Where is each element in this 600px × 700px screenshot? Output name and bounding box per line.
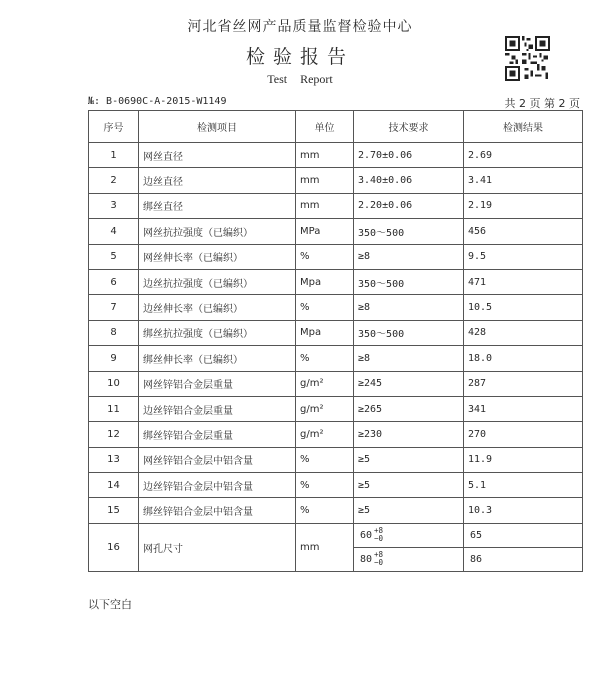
row-number: 2 bbox=[89, 168, 139, 193]
qr-code-icon bbox=[505, 36, 550, 81]
unit: % bbox=[296, 498, 354, 523]
tolerance-plus: +8 bbox=[374, 526, 384, 536]
table-row bbox=[89, 473, 583, 498]
row-number: 15 bbox=[89, 498, 139, 523]
test-result: 18.0 bbox=[464, 346, 583, 371]
mesh-size-requirement bbox=[354, 547, 463, 571]
row-number: 8 bbox=[89, 320, 139, 345]
table-row bbox=[89, 447, 583, 472]
unit: % bbox=[296, 346, 354, 371]
report-title: 检验报告 bbox=[245, 46, 354, 68]
results-table-container bbox=[88, 110, 582, 572]
row-number: 5 bbox=[89, 244, 139, 269]
technical-requirement: 350～500 bbox=[354, 219, 464, 244]
row-number: 7 bbox=[89, 295, 139, 320]
row-number: 3 bbox=[89, 193, 139, 218]
table-row bbox=[89, 396, 583, 421]
unit: % bbox=[296, 295, 354, 320]
tolerance-plus: +8 bbox=[374, 550, 384, 560]
table-row bbox=[89, 143, 583, 168]
technical-requirement: ≥5 bbox=[354, 498, 464, 523]
test-result: 341 bbox=[464, 396, 583, 421]
unit: MPa bbox=[296, 219, 354, 244]
test-item: 绑丝抗拉强度（已编织） bbox=[139, 320, 296, 345]
row-number: 14 bbox=[89, 473, 139, 498]
unit: Mpa bbox=[296, 320, 354, 345]
test-item: 绑丝伸长率（已编织） bbox=[139, 346, 296, 371]
unit: % bbox=[296, 473, 354, 498]
table-row bbox=[89, 498, 583, 523]
technical-requirement: ≥265 bbox=[354, 396, 464, 421]
test-item: 网丝锌铝合金层中铝含量 bbox=[139, 447, 296, 472]
test-item: 网丝伸长率（已编织） bbox=[139, 244, 296, 269]
technical-requirement: ≥5 bbox=[354, 473, 464, 498]
test-result: 3.41 bbox=[464, 168, 583, 193]
table-row bbox=[89, 244, 583, 269]
results-table bbox=[88, 110, 583, 572]
table-row bbox=[89, 346, 583, 371]
blank-below-note: 以下空白 bbox=[88, 598, 132, 611]
row-number: 9 bbox=[89, 346, 139, 371]
table-row bbox=[89, 269, 583, 294]
test-result: 471 bbox=[464, 269, 583, 294]
test-item: 绑丝锌铝合金层重量 bbox=[139, 422, 296, 447]
test-item: 绑丝直径 bbox=[139, 193, 296, 218]
table-row bbox=[89, 371, 583, 396]
unit: mm bbox=[296, 523, 354, 571]
row-number: 11 bbox=[89, 396, 139, 421]
test-result: 456 bbox=[464, 219, 583, 244]
report-number: №: B-0690C-A-2015-W1149 bbox=[88, 96, 227, 107]
technical-requirement: 350～500 bbox=[354, 320, 464, 345]
tolerance bbox=[374, 527, 383, 543]
row-number: 13 bbox=[89, 447, 139, 472]
unit: Mpa bbox=[296, 269, 354, 294]
row-number: 6 bbox=[89, 269, 139, 294]
technical-requirement: ≥8 bbox=[354, 244, 464, 269]
table-row bbox=[89, 295, 583, 320]
row-number: 4 bbox=[89, 219, 139, 244]
col-header-requirement: 技术要求 bbox=[354, 111, 464, 143]
mesh-size-result: 65 bbox=[470, 529, 483, 541]
mesh-size-requirement bbox=[354, 524, 463, 547]
mesh-size-base: 80 bbox=[360, 553, 373, 565]
technical-requirement: ≥8 bbox=[354, 295, 464, 320]
report-subtitle: Test Report bbox=[267, 72, 333, 86]
test-item: 边丝伸长率（已编织） bbox=[139, 295, 296, 320]
test-item: 网丝直径 bbox=[139, 143, 296, 168]
tolerance-minus: −0 bbox=[374, 558, 384, 568]
issuing-organization: 河北省丝网产品质量监督检验中心 bbox=[187, 19, 413, 35]
test-result: 287 bbox=[464, 371, 583, 396]
unit: % bbox=[296, 244, 354, 269]
test-item: 边丝锌铝合金层重量 bbox=[139, 396, 296, 421]
technical-requirement: ≥8 bbox=[354, 346, 464, 371]
page-indicator: 共 2 页 第 2 页 bbox=[504, 97, 580, 110]
test-result: 428 bbox=[464, 320, 583, 345]
test-result: 270 bbox=[464, 422, 583, 447]
test-result: 9.5 bbox=[464, 244, 583, 269]
test-result: 10.3 bbox=[464, 498, 583, 523]
test-item: 边丝锌铝合金层中铝含量 bbox=[139, 473, 296, 498]
test-item: 网丝抗拉强度（已编织） bbox=[139, 219, 296, 244]
test-result: 2.19 bbox=[464, 193, 583, 218]
row-number: 12 bbox=[89, 422, 139, 447]
table-header-row bbox=[89, 111, 583, 143]
row-number: 10 bbox=[89, 371, 139, 396]
table-row bbox=[89, 193, 583, 218]
mesh-size-result: 86 bbox=[464, 547, 582, 571]
test-result: 5.1 bbox=[464, 473, 583, 498]
technical-requirement: 3.40±0.06 bbox=[354, 168, 464, 193]
unit: mm bbox=[296, 193, 354, 218]
test-item: 绑丝锌铝合金层中铝含量 bbox=[139, 498, 296, 523]
unit: g/m² bbox=[296, 422, 354, 447]
test-item: 网丝锌铝合金层重量 bbox=[139, 371, 296, 396]
mesh-size-requirements bbox=[354, 523, 464, 571]
unit: g/m² bbox=[296, 371, 354, 396]
test-result: 10.5 bbox=[464, 295, 583, 320]
table-body bbox=[89, 143, 583, 572]
row-number: 1 bbox=[89, 143, 139, 168]
unit: mm bbox=[296, 143, 354, 168]
table-row bbox=[89, 422, 583, 447]
table-row bbox=[89, 219, 583, 244]
col-header-item: 检测项目 bbox=[139, 111, 296, 143]
technical-requirement: 350～500 bbox=[354, 269, 464, 294]
unit: mm bbox=[296, 168, 354, 193]
col-header-unit: 单位 bbox=[296, 111, 354, 143]
technical-requirement: ≥230 bbox=[354, 422, 464, 447]
table-row bbox=[89, 523, 583, 571]
table-row bbox=[89, 320, 583, 345]
test-item: 网孔尺寸 bbox=[139, 523, 296, 571]
test-item: 边丝直径 bbox=[139, 168, 296, 193]
mesh-size-base: 60 bbox=[360, 529, 373, 541]
test-item: 边丝抗拉强度（已编织） bbox=[139, 269, 296, 294]
technical-requirement: ≥5 bbox=[354, 447, 464, 472]
col-header-no: 序号 bbox=[89, 111, 139, 143]
table-row bbox=[89, 168, 583, 193]
unit: g/m² bbox=[296, 396, 354, 421]
technical-requirement: ≥245 bbox=[354, 371, 464, 396]
mesh-size-results bbox=[464, 523, 583, 571]
technical-requirement: 2.70±0.06 bbox=[354, 143, 464, 168]
test-result: 2.69 bbox=[464, 143, 583, 168]
tolerance-minus: −0 bbox=[374, 534, 384, 544]
row-number: 16 bbox=[89, 523, 139, 571]
test-result: 11.9 bbox=[464, 447, 583, 472]
technical-requirement: 2.20±0.06 bbox=[354, 193, 464, 218]
tolerance bbox=[374, 551, 383, 567]
unit: % bbox=[296, 447, 354, 472]
col-header-result: 检测结果 bbox=[464, 111, 583, 143]
